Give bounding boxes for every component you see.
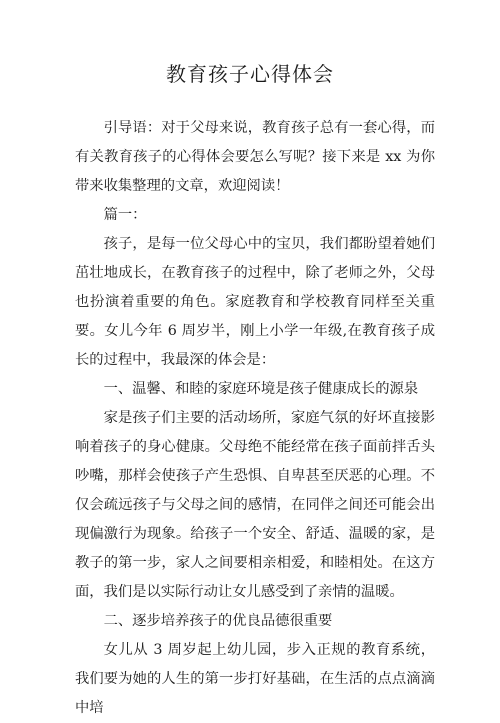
section-heading: 二、逐步培养孩子的优良品德很重要 [103, 613, 333, 629]
document-title: 教育孩子心得体会 [166, 62, 334, 86]
section-heading: 一、温馨、和睦的家庭环境是孩子健康成长的源泉 [103, 381, 419, 397]
intro-paragraph: 引导语：对于父母来说，教育孩子总有一套心得，而有关教育孩子的心得体会要怎么写呢？接下来是 xx 为你带来收集整理的文章，欢迎阅读！ [75, 120, 435, 194]
body-paragraph: 孩子，是每一位父母心中的宝贝，我们都盼望着她们茁壮地成长，在教育孩子的过程中，除了老师之外，父母也扮演着重要的角色。家庭教育和学校教育同样至关重要。女儿今年 6 周岁半，刚上小学一年级,在教育孩子成长的过程中，我最深的体会是： [75, 236, 435, 368]
section-label: 篇一： [103, 207, 147, 223]
body-paragraph: 女儿从 3 周岁起上幼儿园，步入正规的教育系统，我们要为她的人生的第一步打好基础，在生活的点点滴滴中培 [75, 642, 435, 716]
body-paragraph: 家是孩子们主要的活动场所，家庭气氛的好坏直接影响着孩子的身心健康。父母绝不能经常在孩子面前拌舌头吵嘴，那样会使孩子产生恐惧、自卑甚至厌恶的心理。不仅会疏远孩子与父母之间的感情，在同伴之间还可能会出现偏激行为现象。给孩子一个安全、舒适、温暖的家，是教子的第一步，家人之间要相亲相爱，和睦相处。在这方面，我们是以实际行动让女儿感受到了亲情的温暖。 [75, 410, 435, 600]
document-body [75, 114, 435, 723]
